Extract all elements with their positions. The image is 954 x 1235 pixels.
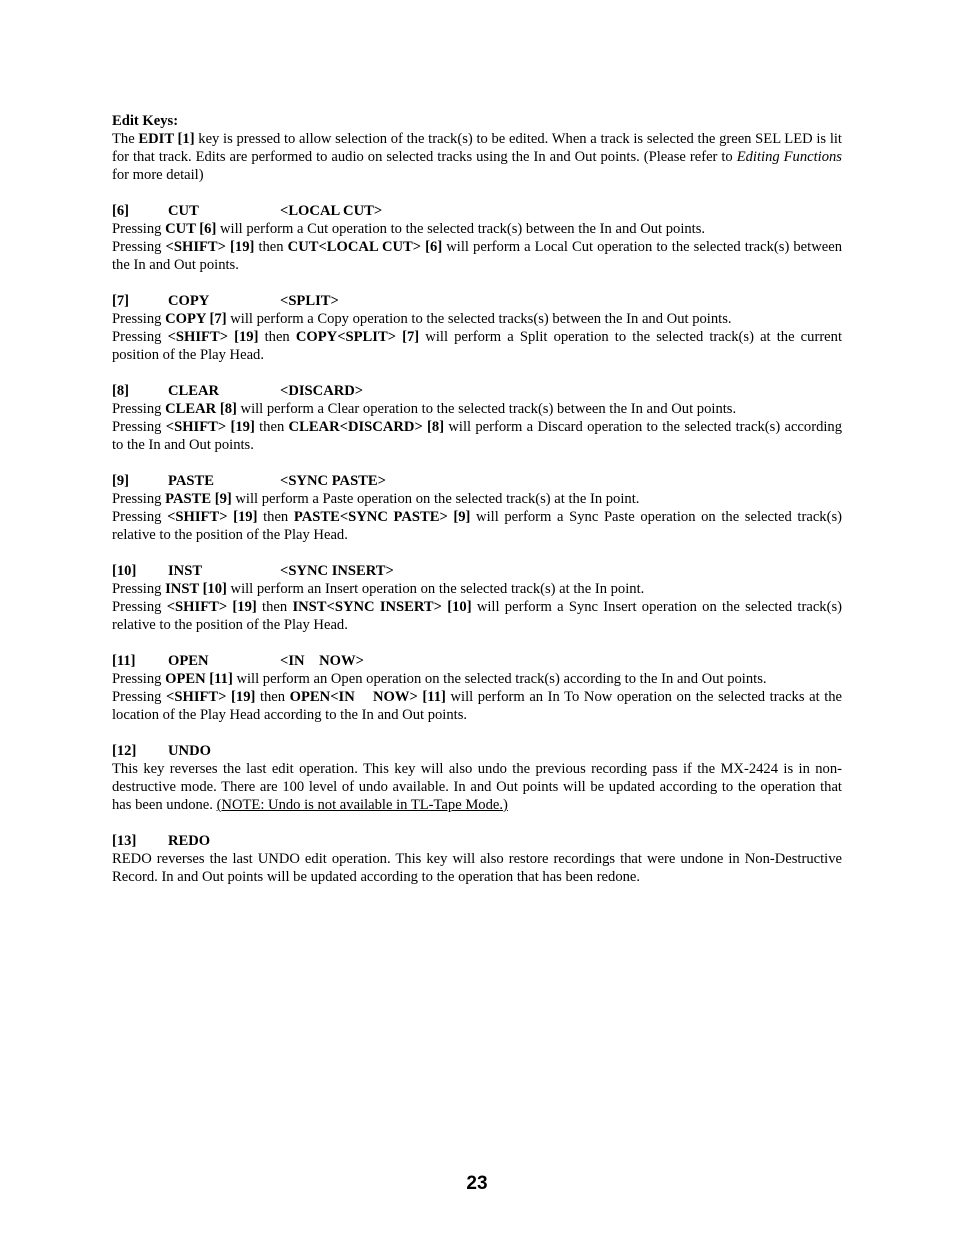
key-number: [6] [112, 203, 130, 219]
key-description: Pressing CUT [6] will perform a Cut operation to the selected track(s) between the In and Out points. [112, 221, 706, 237]
key-description: REDO reverses the last UNDO edit operation. This key will also restore recordings that were undone in Non-Destructive Record. In and Out points will be updated according to the operation that has been redone. [112, 851, 842, 885]
key-header-open [112, 652, 842, 670]
cross-reference: Editing Functions [736, 149, 842, 165]
key-header-copy [112, 292, 842, 310]
key-name: REDO [168, 833, 211, 849]
key-shift-function: <IN NOW> [280, 653, 364, 669]
undo-note: (NOTE: Undo is not available in TL-Tape Mode.) [216, 797, 508, 813]
key-description: Pressing COPY [7] will perform a Copy operation to the selected tracks(s) between the In and Out points. [112, 311, 732, 327]
text: key is pressed to allow selection of the track(s) to be edited. When a track is selected the green SEL LED is lit for that track. Edits are performed to audio on selected tracks using the In and Out points. (Please refer to [112, 131, 842, 165]
key-shift-function: <LOCAL CUT> [280, 203, 383, 219]
key-number: [7] [112, 293, 130, 309]
key-description: Pressing PASTE [9] will perform a Paste operation on the selected track(s) at the In point. [112, 491, 640, 507]
document-body [112, 112, 842, 886]
key-description: This key reverses the last edit operation. This key will also undo the previous recording pass if the MX-2424 is in non-destructive mode. There are 100 level of undo available. In and Out points will be updated according to the operation that has been undone. (NOTE: Undo is not available in TL-Tape Mode.) [112, 761, 842, 813]
key-number: [13] [112, 833, 137, 849]
key-number: [8] [112, 383, 130, 399]
key-number: [11] [112, 653, 136, 669]
key-name: CLEAR [168, 383, 220, 399]
key-shift-description: Pressing <SHIFT> [19] then PASTE<SYNC PASTE> [9] will perform a Sync Paste operation on the selected track(s) relative to the position of the Play Head. [112, 509, 842, 543]
key-shift-description: Pressing <SHIFT> [19] then COPY<SPLIT> [7] will perform a Split operation to the selected track(s) at the current position of the Play Head. [112, 329, 843, 363]
key-name: PASTE [168, 473, 214, 489]
key-shift-function: <SYNC PASTE> [280, 473, 386, 489]
key-header-inst [112, 562, 842, 580]
key-header-undo [112, 742, 842, 760]
key-number: [10] [112, 563, 137, 579]
key-header-redo [112, 832, 842, 850]
key-number: [9] [112, 473, 130, 489]
key-header-paste [112, 472, 842, 490]
key-name: UNDO [168, 743, 211, 759]
section-heading: Edit Keys: [112, 113, 179, 129]
key-description: Pressing OPEN [11] will perform an Open operation on the selected track(s) according to the In and Out points. [112, 671, 767, 687]
page-number: 23 [466, 1173, 488, 1194]
key-shift-function: <SYNC INSERT> [280, 563, 394, 579]
key-number: [12] [112, 743, 137, 759]
key-name: CUT [168, 203, 199, 219]
key-header-cut [112, 202, 842, 220]
key-name: OPEN [168, 653, 209, 669]
key-description: Pressing INST [10] will perform an Insert operation on the selected track(s) at the In point. [112, 581, 645, 597]
key-description: Pressing CLEAR [8] will perform a Clear operation to the selected track(s) between the In and Out points. [112, 401, 737, 417]
text: for more detail) [112, 167, 204, 183]
key-shift-function: <DISCARD> [280, 383, 364, 399]
text: The [112, 131, 139, 147]
key-shift-function: <SPLIT> [280, 293, 339, 309]
key-shift-description: Pressing <SHIFT> [19] then OPEN<IN NOW> [11] will perform an In To Now operation on the selected tracks at the location of the Play Head according to the In and Out points. [112, 689, 843, 723]
key-name: INST [168, 563, 203, 579]
key-shift-description: Pressing <SHIFT> [19] then CUT<LOCAL CUT> [6] will perform a Local Cut operation to the selected track(s) between the In and Out points. [112, 239, 843, 273]
key-header-clear [112, 382, 842, 400]
key-shift-description: Pressing <SHIFT> [19] then CLEAR<DISCARD> [8] will perform a Discard operation to the selected track(s) according to the In and Out points. [112, 419, 843, 453]
intro-paragraph [112, 130, 842, 184]
key-ref: EDIT [1] [138, 131, 195, 147]
key-shift-description: Pressing <SHIFT> [19] then INST<SYNC INSERT> [10] will perform a Sync Insert operation on the selected track(s) relative to the position of the Play Head. [112, 599, 842, 633]
key-name: COPY [168, 293, 210, 309]
